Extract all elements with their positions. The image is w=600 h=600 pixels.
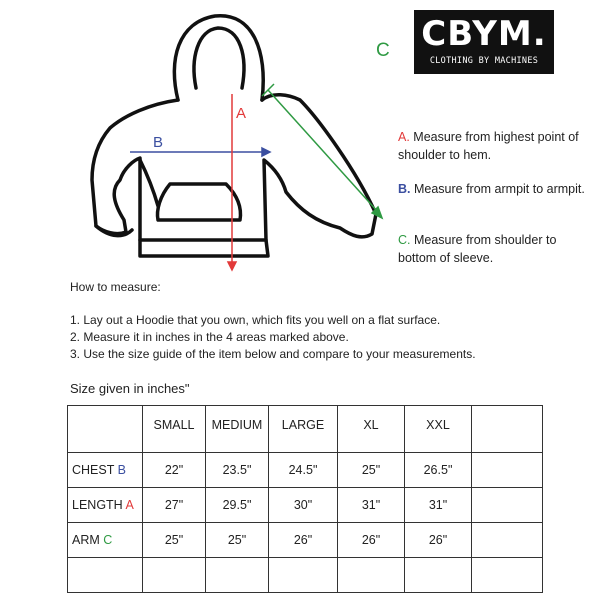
header-medium: MEDIUM <box>206 406 269 453</box>
size-table-header-row <box>68 406 543 453</box>
row-key-arm: C <box>103 533 113 547</box>
note-b <box>398 180 598 198</box>
chest-xxl: 26.5" <box>405 453 472 488</box>
table-row-chest <box>68 453 543 488</box>
step-1: 1. Lay out a Hoodie that you own, which fits you well on a flat surface. <box>70 313 441 327</box>
size-table <box>67 405 543 593</box>
header-empty-cell <box>68 406 143 453</box>
hoodie-body <box>92 95 376 240</box>
label-b: B <box>153 134 164 151</box>
brand-tagline: CLOTHING BY MACHINES <box>429 56 539 66</box>
empty-cell <box>68 558 143 593</box>
note-a-key: A. <box>398 130 410 144</box>
how-to-title: How to measure: <box>70 280 161 294</box>
header-xl: XL <box>338 406 405 453</box>
brand-logo <box>414 10 554 74</box>
empty-cell <box>269 558 338 593</box>
header-extra-cell <box>472 406 543 453</box>
row-label-arm <box>68 523 143 558</box>
chest-medium: 23.5" <box>206 453 269 488</box>
arm-medium: 25" <box>206 523 269 558</box>
length-xl: 31" <box>338 488 405 523</box>
table-row-length <box>68 488 543 523</box>
header-small: SMALL <box>143 406 206 453</box>
row-key-chest: B <box>117 463 126 477</box>
label-a: A <box>236 105 247 122</box>
note-b-text: Measure from armpit to armpit. <box>410 182 585 196</box>
row-label-length-text: LENGTH <box>72 498 126 512</box>
step-2: 2. Measure it in inches in the 4 areas marked above. <box>70 330 349 344</box>
length-xxl: 31" <box>405 488 472 523</box>
chest-large: 24.5" <box>269 453 338 488</box>
step-3: 3. Use the size guide of the item below and compare to your measurements. <box>70 347 476 361</box>
length-small: 27" <box>143 488 206 523</box>
arm-xxl: 26" <box>405 523 472 558</box>
empty-cell <box>405 558 472 593</box>
arm-small: 25" <box>143 523 206 558</box>
chest-extra <box>472 453 543 488</box>
table-row-empty <box>68 558 543 593</box>
arm-measure-line <box>268 90 378 212</box>
label-c: C <box>376 40 390 61</box>
empty-cell <box>143 558 206 593</box>
note-c <box>398 231 598 267</box>
length-large: 30" <box>269 488 338 523</box>
empty-cell <box>338 558 405 593</box>
kangaroo-pocket <box>158 184 241 220</box>
brand-name: CBYM. <box>421 14 547 54</box>
arm-extra <box>472 523 543 558</box>
row-key-length: A <box>125 498 134 512</box>
size-table-title: Size given in inches" <box>70 381 190 396</box>
note-c-key: C. <box>398 233 411 247</box>
arm-xl: 26" <box>338 523 405 558</box>
chest-xl: 25" <box>338 453 405 488</box>
row-label-chest <box>68 453 143 488</box>
note-a <box>398 128 598 164</box>
chest-arrowhead <box>262 148 270 156</box>
arm-large: 26" <box>269 523 338 558</box>
row-label-length <box>68 488 143 523</box>
note-c-text: Measure from shoulder to bottom of sleeve. <box>398 233 557 265</box>
header-xxl: XXL <box>405 406 472 453</box>
length-arrowhead <box>228 262 236 270</box>
note-b-key: B. <box>398 182 411 196</box>
header-large: LARGE <box>269 406 338 453</box>
length-medium: 29.5" <box>206 488 269 523</box>
chest-small: 22" <box>143 453 206 488</box>
note-a-text: Measure from highest point of shoulder to hem. <box>398 130 579 162</box>
waistband <box>140 240 268 256</box>
table-row-arm <box>68 523 543 558</box>
length-extra <box>472 488 543 523</box>
hood-opening <box>194 28 244 88</box>
empty-cell <box>472 558 543 593</box>
row-label-arm-text: ARM <box>72 533 104 547</box>
row-label-chest-text: CHEST <box>72 463 118 477</box>
empty-cell <box>206 558 269 593</box>
sleeve-seam <box>140 160 158 206</box>
